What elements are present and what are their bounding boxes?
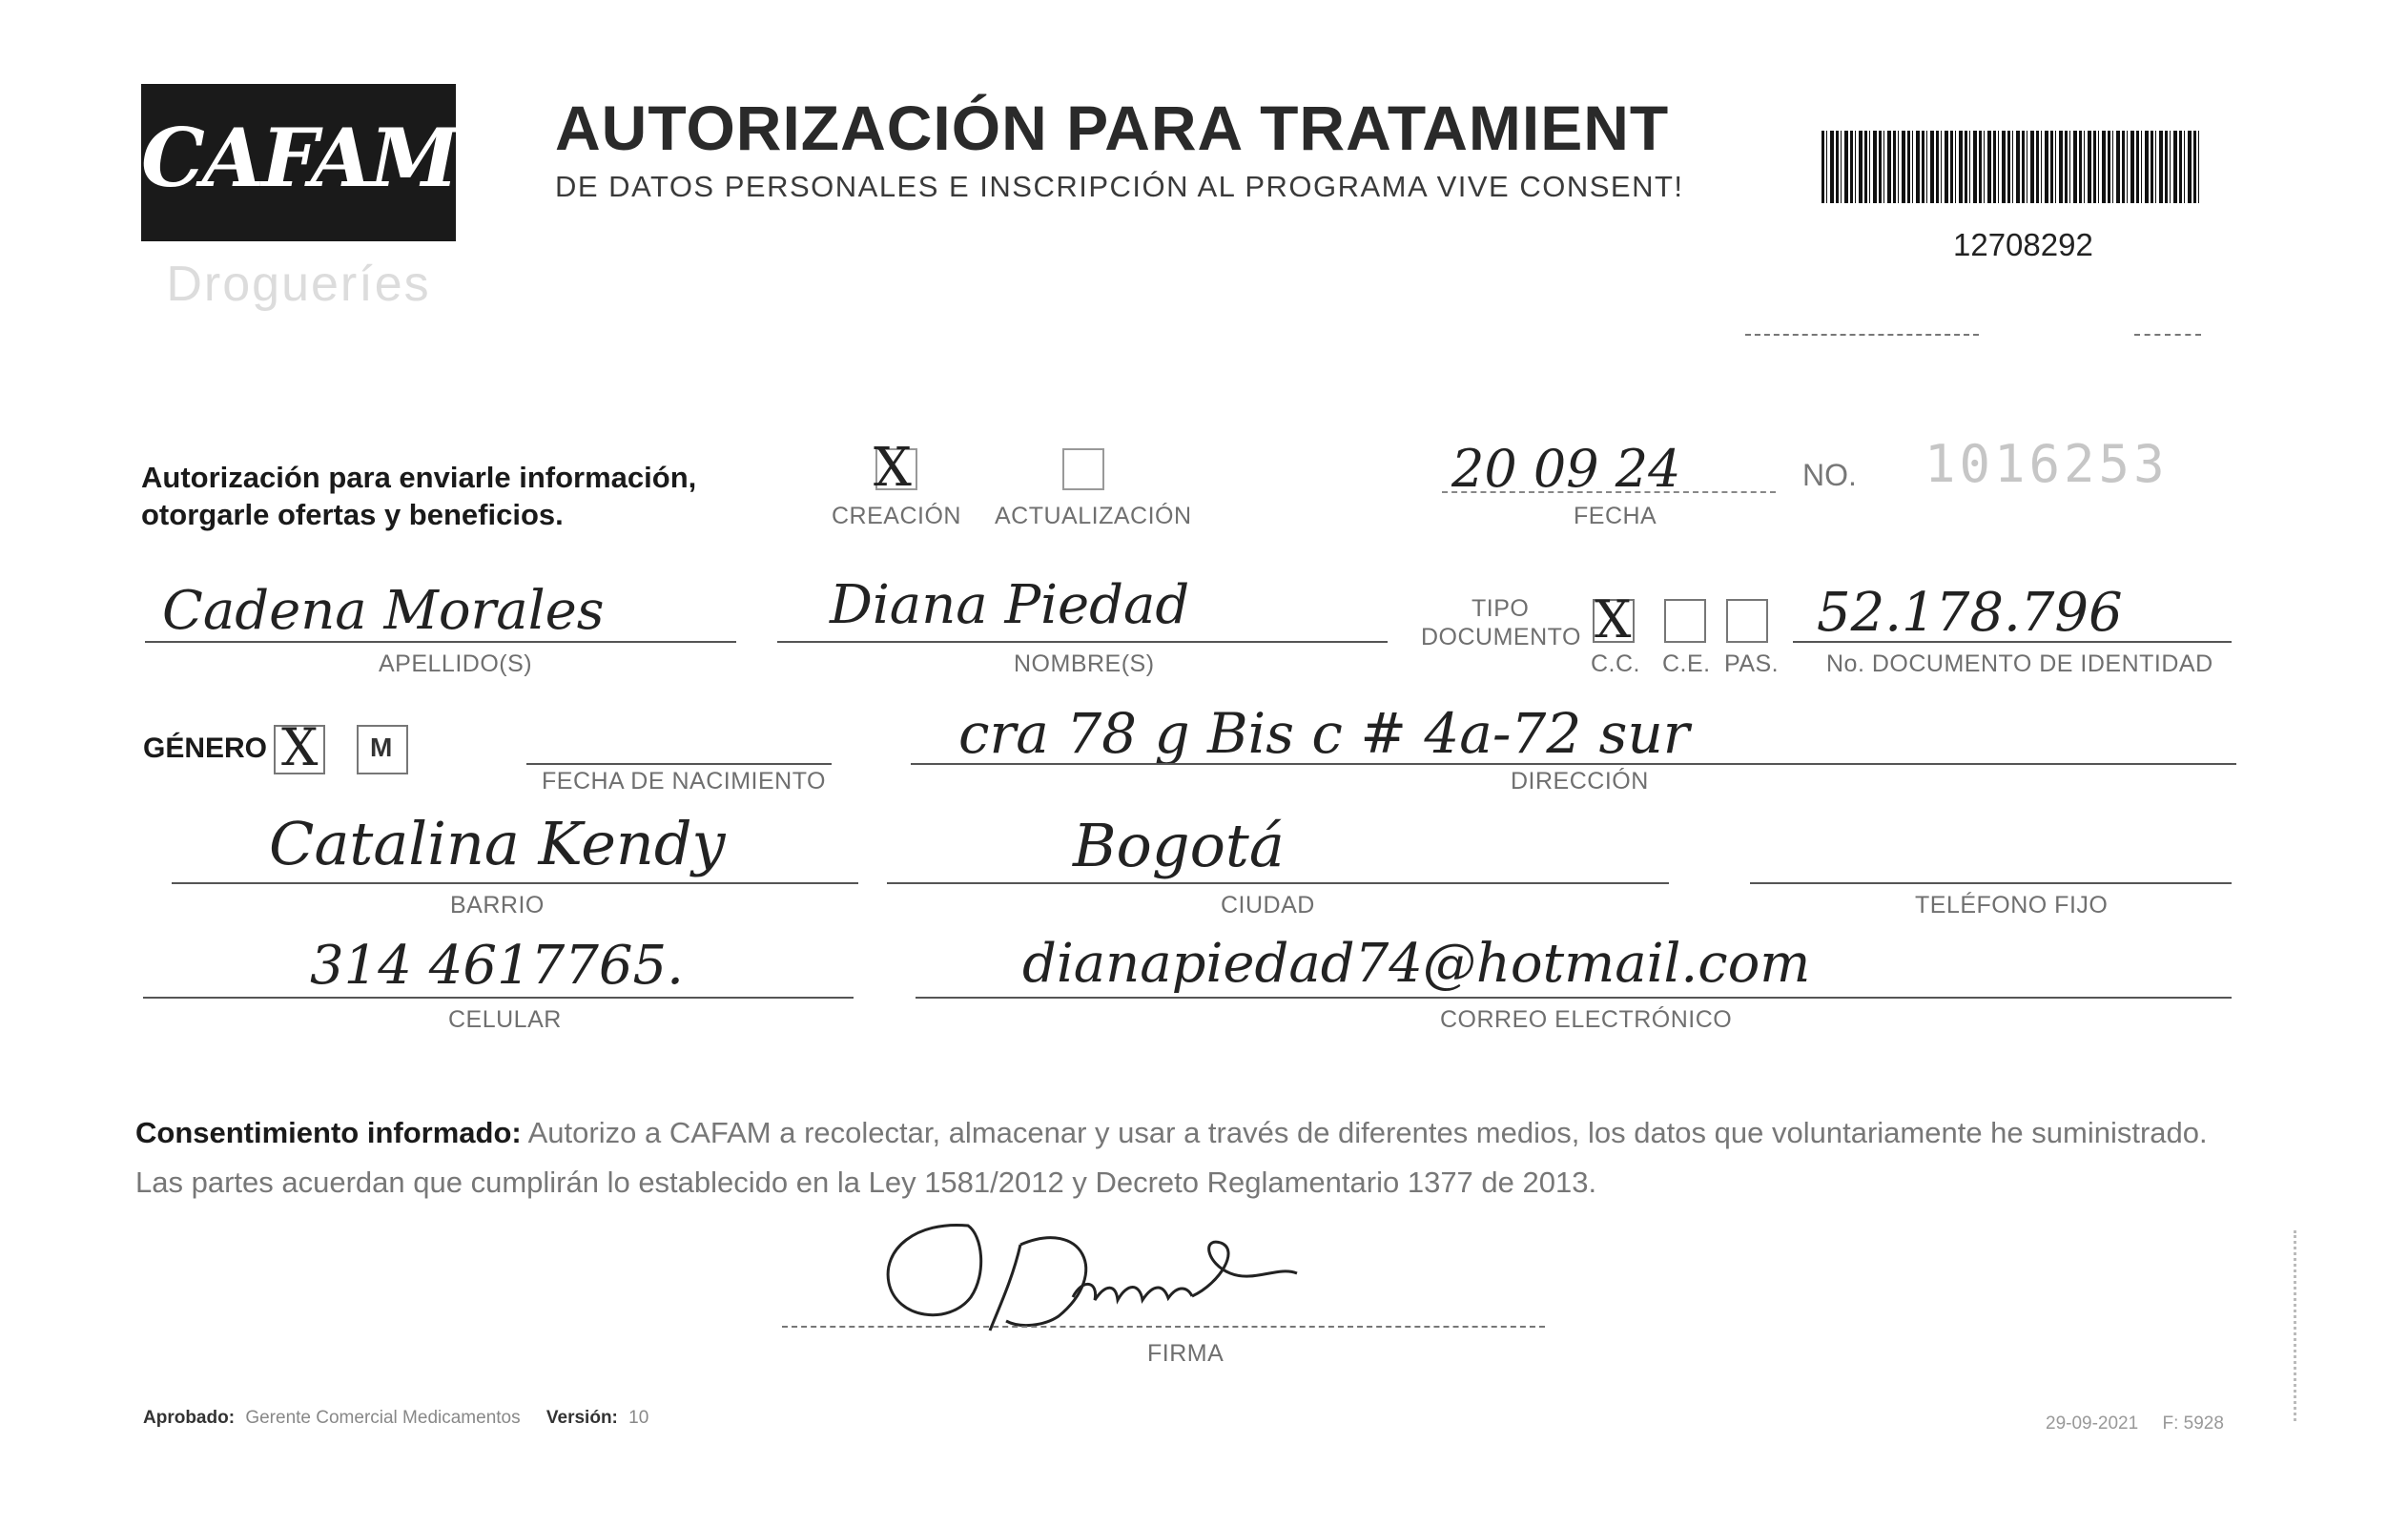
consent-paragraph — [135, 1116, 2262, 1150]
approved-label: Aprobado: — [143, 1408, 236, 1428]
birth-label: FECHA DE NACIMIENTO — [542, 768, 826, 794]
form-subtitle: DE DATOS PERSONALES E INSCRIPCIÓN AL PROGRAMA VIVE CONSENT! — [555, 170, 1684, 203]
logo-text: CAFAM — [141, 111, 456, 205]
logo-subtext: Drogueríes — [166, 257, 431, 312]
form-title: AUTORIZACIÓN PARA TRATAMIENT — [555, 93, 1670, 163]
doc-number-line — [1793, 641, 2232, 643]
ce-label: C.E. — [1662, 650, 1711, 677]
gender-label: GÉNERO — [143, 733, 268, 764]
authorization-text-1: Autorización para enviarle información, — [141, 461, 697, 494]
footer-codes — [2046, 1414, 2224, 1434]
update-checkbox[interactable] — [1062, 448, 1104, 490]
no-value: 1016253 — [1924, 434, 2169, 494]
signature-label: FIRMA — [1147, 1340, 1225, 1367]
cc-label: C.C. — [1591, 650, 1640, 677]
address-line — [911, 763, 2236, 765]
surname-value: Cadena Morales — [162, 580, 605, 642]
doc-type-label-1: TIPO — [1472, 595, 1530, 622]
barcode-number: 12708292 — [1953, 227, 2093, 262]
ce-checkbox[interactable] — [1664, 599, 1706, 643]
name-line — [777, 641, 1388, 643]
surname-line — [145, 641, 736, 643]
creation-check-mark: X — [874, 437, 912, 499]
side-print-mark — [2294, 1230, 2310, 1421]
email-line — [916, 997, 2232, 999]
approved-value: Gerente Comercial Medicamentos — [245, 1408, 521, 1428]
pas-checkbox[interactable] — [1726, 599, 1768, 643]
district-line — [172, 882, 858, 884]
update-label: ACTUALIZACIÓN — [995, 503, 1192, 529]
city-value: Bogotá — [1073, 811, 1285, 880]
gender-m-label: M — [370, 733, 393, 762]
email-value: dianapiedad74@hotmail.com — [1022, 933, 1811, 995]
cc-checkbox[interactable] — [1593, 589, 1635, 650]
date-value: 20 09 24 — [1451, 439, 1681, 499]
creation-label: CREACIÓN — [832, 503, 961, 529]
date-label: FECHA — [1574, 503, 1657, 529]
version-label: Versión: — [545, 1408, 618, 1428]
pas-label: PAS. — [1724, 650, 1780, 677]
authorization-text-2: otorgarle ofertas y beneficios. — [141, 498, 564, 531]
footer-date-code: 29-09-2021 — [2046, 1414, 2139, 1434]
signature-line — [782, 1326, 1545, 1328]
phone-line — [1750, 882, 2232, 884]
consent-heading: Consentimiento informado: — [135, 1116, 522, 1149]
top-divider-2 — [2134, 334, 2201, 336]
signature-drawing — [877, 1207, 1335, 1350]
surname-label: APELLIDO(S) — [379, 650, 533, 677]
version-value: 10 — [628, 1408, 649, 1428]
date-line — [1442, 491, 1776, 493]
top-divider — [1745, 334, 1979, 336]
city-label: CIUDAD — [1221, 892, 1315, 918]
birth-line — [526, 763, 832, 765]
mobile-value: 314 4617765. — [310, 935, 684, 997]
cafam-logo — [141, 84, 456, 241]
gender-m-checkbox[interactable] — [357, 725, 408, 774]
mobile-line — [143, 997, 854, 999]
creation-checkbox[interactable] — [874, 437, 917, 499]
doc-number-value: 52.178.796 — [1817, 582, 2123, 644]
consent-text-1: Autorizo a CAFAM a recolectar, almacenar y usar a través de diferentes medios, los datos que voluntariamente he suministrado. — [527, 1116, 2208, 1149]
consent-text-2: Las partes acuerdan que cumplirán lo establecido en la Ley 1581/2012 y Decreto Reglamentario 1377 de 2013. — [135, 1166, 1597, 1199]
address-label: DIRECCIÓN — [1511, 768, 1649, 794]
doc-type-label-2: DOCUMENTO — [1421, 624, 1581, 650]
address-value: cra 78 g Bis c # 4a-72 sur — [958, 701, 1690, 766]
doc-number-label: No. DOCUMENTO DE IDENTIDAD — [1826, 650, 2213, 677]
city-line — [887, 882, 1669, 884]
footer-form-code: F: 5928 — [2162, 1414, 2224, 1434]
district-label: BARRIO — [450, 892, 545, 918]
gender-f-mark: X — [281, 717, 319, 777]
no-label: NO. — [1802, 458, 1857, 492]
barcode — [1821, 131, 2199, 203]
phone-label: TELÉFONO FIJO — [1915, 892, 2109, 918]
name-value: Diana Piedad — [830, 574, 1190, 636]
district-value: Catalina Kendy — [269, 809, 726, 878]
name-label: NOMBRE(S) — [1014, 650, 1155, 677]
gender-f-checkbox[interactable] — [274, 717, 325, 777]
cc-check-mark: X — [1595, 589, 1632, 650]
mobile-label: CELULAR — [448, 1006, 562, 1033]
email-label: CORREO ELECTRÓNICO — [1440, 1006, 1733, 1033]
footer-approval — [143, 1408, 648, 1429]
